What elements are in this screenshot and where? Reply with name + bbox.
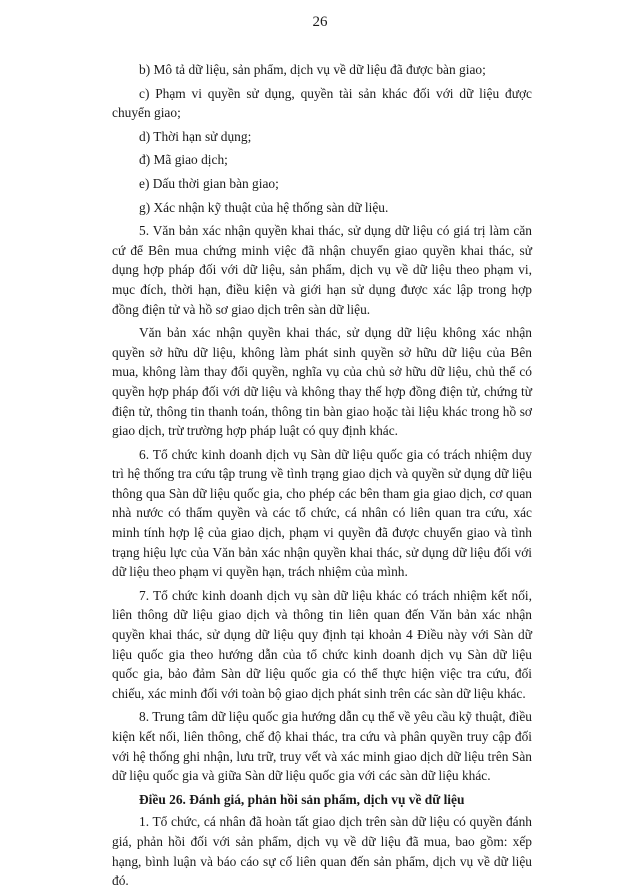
paragraph-clause-7: 7. Tổ chức kinh doanh dịch vụ sàn dữ liệu khác có trách nhiệm kết nối, liên thông dữ liệu giao dịch và thông tin liên quan đến Văn bản xác nhận quyền khai thác, sử dụng dữ liệu quy định tại khoản 4 Điều này với Sàn dữ liệu quốc gia theo hướng dẫn của tổ chức kinh doanh dịch vụ Sàn dữ liệu quốc gia, bảo đảm Sàn dữ liệu quốc gia có thể thực hiện việc tra cứu, đối chiếu, xác minh đối với toàn bộ giao dịch phát sinh trên các sàn dữ liệu khác. [112,587,532,701]
list-item: d) Thời hạn sử dụng; [139,128,252,144]
paragraph-clause-6: 6. Tổ chức kinh doanh dịch vụ Sàn dữ liệu quốc gia có trách nhiệm duy trì hệ thống tra cứu tập trung về tình trạng giao dịch và quyền sử dụng dữ liệu thông qua Sàn dữ liệu quốc gia, cho phép các bên tham gia giao dịch, cơ quan nhà nước có thẩm quyền và các tổ chức, cá nhân có liên quan tra cứu, xác minh tính hợp lệ của giao dịch, phạm vi quyền đã được chuyển giao và tình trạng hiệu lực của Văn bản xác nhận quyền khai thác, sử dụng dữ liệu đối với dữ liệu theo phạm vi quyền hạn, trách nhiệm của mình. [112,446,532,580]
article-heading: Điều 26. Đánh giá, phản hồi sản phẩm, dịch vụ về dữ liệu [139,791,465,807]
paragraph-clause-5-continued: Văn bản xác nhận quyền khai thác, sử dụng dữ liệu không xác nhận quyền sở hữu dữ liệu, không làm phát sinh quyền sở hữu dữ liệu của Bên mua, không làm thay đổi quyền, nghĩa vụ của chủ sở hữu dữ liệu, chủ thể có quyền hợp pháp đối với dữ liệu và không thay thế hợp đồng điện tử, chứng từ điện tử, thông tin thanh toán, thông tin bàn giao hoặc tài liệu khác trong hồ sơ giao dịch, trừ trường hợp pháp luật có quy định khác. [112,325,532,439]
list-item: c) Phạm vi quyền sử dụng, quyền tài sản khác đối với dữ liệu được chuyển giao; [112,85,532,121]
article-paragraph-1: 1. Tổ chức, cá nhân đã hoàn tất giao dịch trên sàn dữ liệu có quyền đánh giá, phản hồi đối với sản phẩm, dịch vụ về dữ liệu đã mua, bao gồm: xếp hạng, bình luận và báo cáo sự cố liên quan đến sản phẩm, dịch vụ về dữ liệu đó. [112,814,532,889]
paragraph-clause-5: 5. Văn bản xác nhận quyền khai thác, sử dụng dữ liệu có giá trị làm căn cứ để Bên mua chứng minh việc đã nhận chuyển giao quyền khai thác, sử dụng hợp pháp đối với dữ liệu, sản phẩm, dịch vụ về dữ liệu theo phạm vi, mục đích, thời hạn, điều kiện và giới hạn sử dụng được xác lập trong hợp đồng điện tử và hồ sơ giao dịch trên sàn dữ liệu. [112,223,532,317]
document-body [112,60,532,895]
paragraph-clause-8: 8. Trung tâm dữ liệu quốc gia hướng dẫn cụ thể về yêu cầu kỹ thuật, điều kiện kết nối, liên thông, chế độ khai thác, tra cứu và phân quyền truy cập đối với hệ thống ghi nhận, lưu trữ, truy vết và xác minh giao dịch dữ liệu trên Sàn dữ liệu quốc gia và giữa Sàn dữ liệu quốc gia với các sàn dữ liệu khác. [112,709,532,784]
list-item: e) Dấu thời gian bàn giao; [139,175,279,191]
list-item: đ) Mã giao dịch; [139,152,228,168]
list-item: g) Xác nhận kỹ thuật của hệ thống sàn dữ liệu. [139,199,389,215]
list-item: b) Mô tả dữ liệu, sản phẩm, dịch vụ về dữ liệu đã được bàn giao; [139,62,486,77]
page-number: 26 [312,14,328,30]
